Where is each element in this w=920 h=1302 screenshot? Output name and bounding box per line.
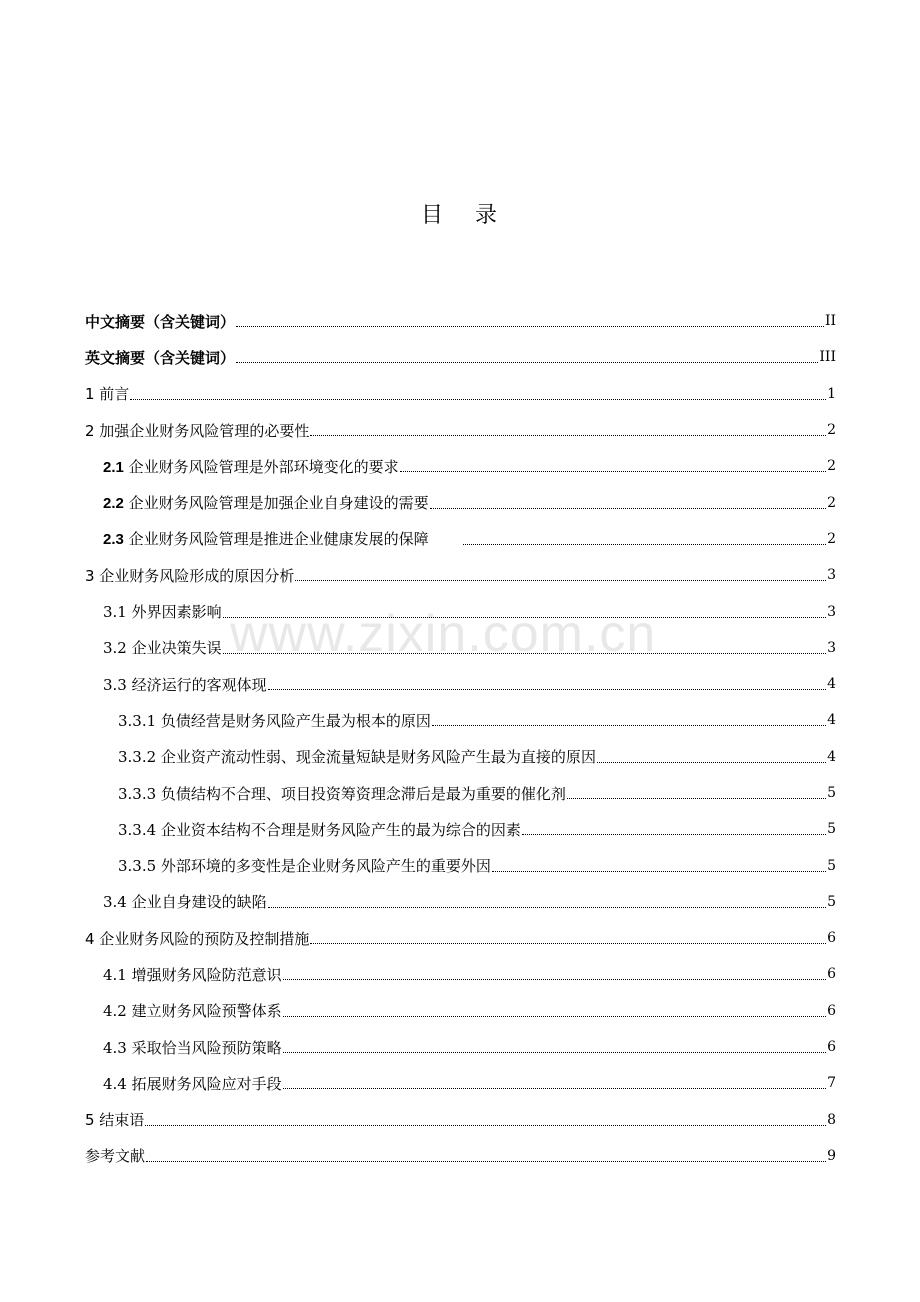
toc-entry-section-3-3-3[interactable] bbox=[0, 775, 920, 811]
toc-page-number: 5 bbox=[827, 785, 836, 801]
toc-entry-label: 3.2 企业决策失误 bbox=[103, 639, 222, 658]
toc-leader-dots bbox=[432, 724, 826, 726]
toc-page-number: 3 bbox=[827, 603, 836, 620]
toc-page-number: III bbox=[819, 349, 836, 366]
toc-page-number: 2 bbox=[827, 494, 836, 511]
toc-entry-section-3-3-2[interactable] bbox=[0, 739, 920, 775]
toc-page-number: 3 bbox=[827, 567, 836, 584]
toc-entry-label bbox=[103, 528, 462, 549]
toc-entry-label: 3.3.2 企业资产流动性弱、现金流量短缺是财务风险产生最为直接的原因 bbox=[118, 748, 596, 767]
toc-entry-label: 参考文献 bbox=[85, 1147, 146, 1166]
toc-entry-section-3-1[interactable] bbox=[0, 593, 920, 629]
toc-entry-label: 5 结束语 bbox=[85, 1111, 145, 1130]
toc-page-number: 4 bbox=[827, 676, 836, 693]
toc-entry-section-2-2[interactable] bbox=[0, 484, 920, 520]
toc-page-number: 8 bbox=[827, 1111, 836, 1128]
toc-section-number: 2.2 bbox=[103, 495, 124, 513]
toc-page-number: 6 bbox=[827, 1002, 836, 1019]
toc-entry-label bbox=[103, 492, 429, 513]
toc-page-number: 2 bbox=[827, 458, 836, 475]
toc-leader-dots bbox=[268, 688, 826, 690]
page-title bbox=[0, 198, 920, 229]
toc-page-number: 6 bbox=[827, 966, 836, 983]
watermark: www.zixin.com.cn bbox=[230, 605, 657, 663]
toc-leader-dots bbox=[223, 652, 826, 654]
toc-entry-section-4[interactable] bbox=[0, 920, 920, 956]
toc-leader-dots bbox=[283, 1051, 826, 1053]
toc-entry-section-3-3-5[interactable] bbox=[0, 847, 920, 883]
toc-leader-dots bbox=[145, 1124, 826, 1126]
toc-entry-section-3-4[interactable] bbox=[0, 884, 920, 920]
toc-leader-dots bbox=[567, 797, 826, 799]
toc-page-number: 1 bbox=[827, 385, 836, 402]
toc-entry-label: 4.4 拓展财务风险应对手段 bbox=[103, 1074, 282, 1093]
toc-leader-dots bbox=[492, 870, 826, 872]
toc-entry-label: 3.3.4 企业资本结构不合理是财务风险产生的最为综合的因素 bbox=[118, 820, 521, 839]
toc-entry-label: 4.1 增强财务风险防范意识 bbox=[103, 965, 282, 984]
toc-entry-label: 3.3.5 外部环境的多变性是企业财务风险产生的重要外因 bbox=[118, 857, 491, 876]
toc-entry-label: 3.4 企业自身建设的缺陷 bbox=[103, 893, 267, 912]
toc-entry-label: 英文摘要（含关键词） bbox=[85, 348, 236, 367]
toc-entry-label: 4.2 建立财务风险预警体系 bbox=[103, 1002, 282, 1021]
toc-page-number: 2 bbox=[827, 422, 836, 439]
toc-page-number: 6 bbox=[827, 930, 836, 947]
toc-entry-label: 4.3 采取恰当风险预防策略 bbox=[103, 1038, 282, 1057]
toc-leader-dots bbox=[310, 942, 826, 944]
toc-entry-section-4-2[interactable] bbox=[0, 993, 920, 1029]
toc-entry-label: 3.3.1 负债经营是财务风险产生最为根本的原因 bbox=[118, 711, 431, 730]
toc-entry-label: 3.1 外界因素影响 bbox=[103, 603, 222, 622]
toc-entry-section-4-3[interactable] bbox=[0, 1029, 920, 1065]
toc-leader-dots bbox=[400, 470, 826, 472]
toc-page-number: 2 bbox=[827, 530, 836, 547]
toc-page-number: 9 bbox=[827, 1147, 836, 1164]
toc-page-number: 7 bbox=[827, 1075, 836, 1092]
toc-page-number: 5 bbox=[827, 893, 836, 910]
toc-entry-section-5[interactable] bbox=[0, 1102, 920, 1138]
toc-entry-label: 1 前言 bbox=[85, 385, 130, 404]
toc-leader-dots bbox=[310, 434, 826, 436]
title-char-2: 录 bbox=[475, 203, 500, 228]
toc-leader-dots bbox=[295, 579, 826, 581]
toc-leader-dots bbox=[597, 761, 826, 763]
toc-leader-dots bbox=[283, 1087, 826, 1089]
toc-entry-section-2-3[interactable] bbox=[0, 521, 920, 557]
toc-leader-dots bbox=[283, 1015, 826, 1017]
toc-entry-label: 2 加强企业财务风险管理的必要性 bbox=[85, 421, 310, 440]
table-of-contents bbox=[0, 303, 920, 1174]
toc-entry-label: 3.3 经济运行的客观体现 bbox=[103, 675, 267, 694]
toc-entry-section-2-1[interactable] bbox=[0, 448, 920, 484]
toc-entry-chinese-abstract[interactable] bbox=[0, 303, 920, 339]
toc-entry-text: 企业财务风险管理是推进企业健康发展的保障 bbox=[123, 530, 463, 549]
toc-leader-dots bbox=[283, 978, 826, 980]
toc-entry-section-3-2[interactable] bbox=[0, 630, 920, 666]
toc-entry-english-abstract[interactable] bbox=[0, 339, 920, 375]
toc-entry-label: 3.3.3 负债结构不合理、项目投资筹资理念滞后是最为重要的催化剂 bbox=[118, 784, 566, 803]
toc-leader-dots bbox=[223, 616, 826, 618]
toc-entry-section-2[interactable] bbox=[0, 412, 920, 448]
toc-entry-label: 3 企业财务风险形成的原因分析 bbox=[85, 566, 295, 585]
toc-leader-dots bbox=[146, 1160, 826, 1162]
toc-entry-label bbox=[103, 456, 399, 477]
toc-page-number: 6 bbox=[827, 1039, 836, 1056]
toc-section-number: 2.1 bbox=[103, 458, 124, 476]
toc-entry-text: 企业财务风险管理是加强企业自身建设的需要 bbox=[123, 494, 429, 513]
toc-entry-section-3-3-4[interactable] bbox=[0, 811, 920, 847]
toc-page-number: 5 bbox=[827, 821, 836, 838]
toc-entry-text: 企业财务风险管理是外部环境变化的要求 bbox=[123, 457, 399, 476]
toc-leader-dots bbox=[522, 833, 826, 835]
toc-entry-section-4-1[interactable] bbox=[0, 956, 920, 992]
title-char-1: 目 bbox=[420, 203, 445, 228]
toc-leader-dots bbox=[236, 361, 818, 363]
toc-entry-section-3-3-1[interactable] bbox=[0, 702, 920, 738]
toc-entry-label: 中文摘要（含关键词） bbox=[85, 312, 236, 331]
toc-page-number: 4 bbox=[827, 748, 836, 765]
toc-page-number: 5 bbox=[827, 857, 836, 874]
toc-leader-dots bbox=[430, 507, 826, 509]
toc-entry-section-3-3[interactable] bbox=[0, 666, 920, 702]
toc-entry-section-1[interactable] bbox=[0, 376, 920, 412]
toc-page-number: 3 bbox=[827, 639, 836, 656]
toc-entry-label: 4 企业财务风险的预防及控制措施 bbox=[85, 929, 310, 948]
toc-entry-references[interactable] bbox=[0, 1138, 920, 1174]
toc-page-number: II bbox=[824, 313, 836, 330]
toc-page-number: 4 bbox=[827, 712, 836, 729]
toc-leader-dots bbox=[268, 906, 826, 908]
toc-entry-section-3[interactable] bbox=[0, 557, 920, 593]
toc-leader-dots bbox=[463, 543, 826, 545]
toc-leader-dots bbox=[130, 398, 826, 400]
toc-entry-section-4-4[interactable] bbox=[0, 1065, 920, 1101]
toc-section-number: 2.3 bbox=[103, 531, 124, 549]
toc-leader-dots bbox=[236, 325, 824, 327]
